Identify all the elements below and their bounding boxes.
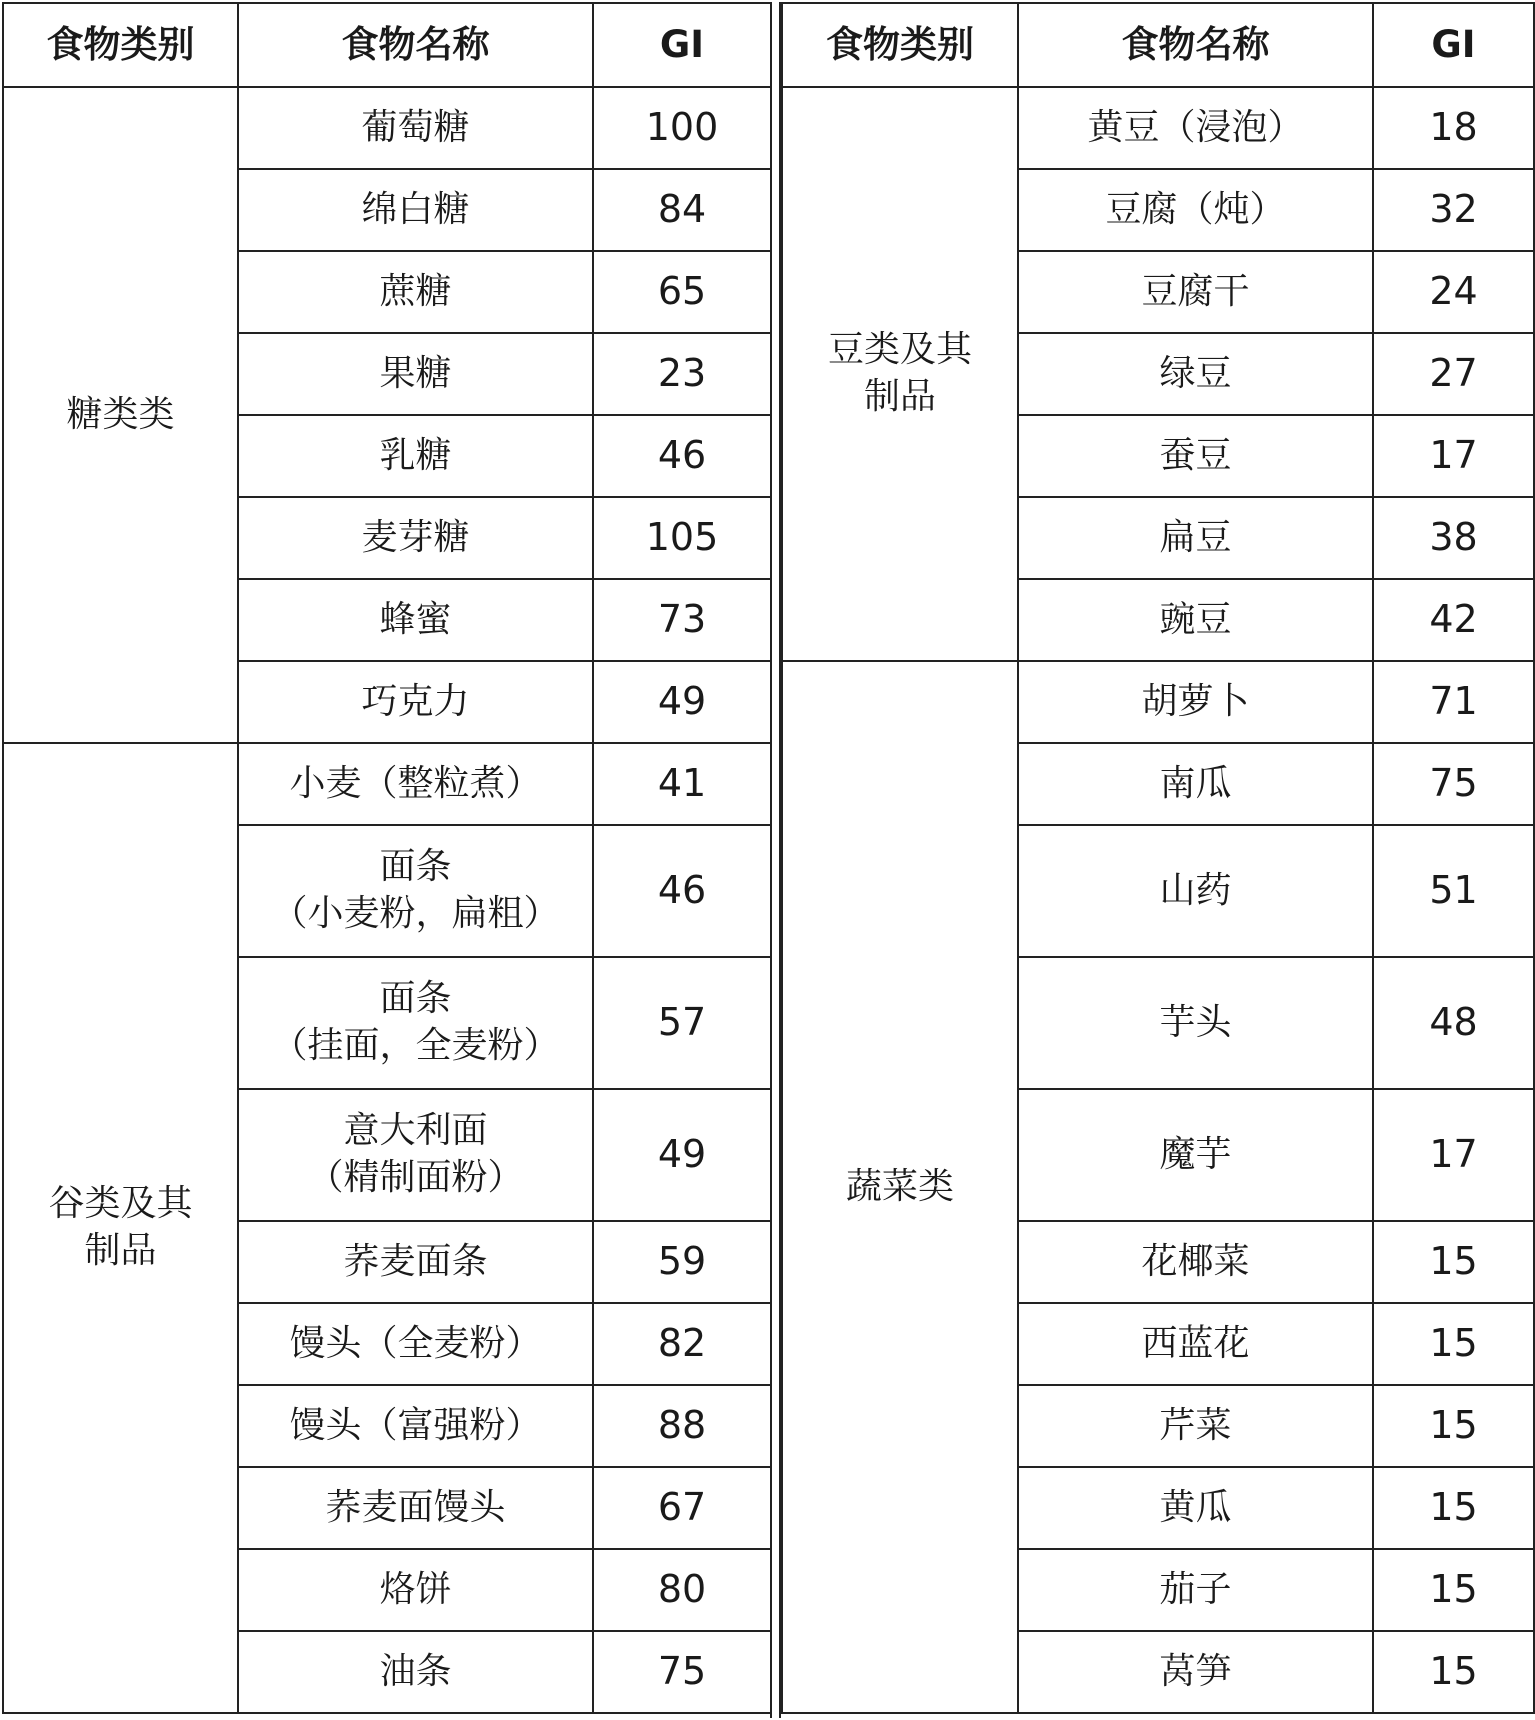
food-name-cell: 烙饼 — [238, 1549, 593, 1631]
food-name-cell: 果糖 — [238, 333, 593, 415]
gi-value-cell: 51 — [1373, 825, 1534, 957]
food-name-cell: 西蓝花 — [1018, 1303, 1373, 1385]
food-name-cell: 荞麦面条 — [238, 1221, 593, 1303]
gi-value-cell: 15 — [1373, 1467, 1534, 1549]
food-name-cell: 豆腐（炖） — [1018, 169, 1373, 251]
food-name-cell: 面条 （挂面，全麦粉） — [238, 957, 593, 1089]
left-gi-table — [2, 2, 772, 1714]
food-name-cell: 扁豆 — [1018, 497, 1373, 579]
food-name-cell: 黄豆（浸泡） — [1018, 87, 1373, 169]
gi-value-cell: 46 — [593, 825, 771, 957]
gi-value-cell: 23 — [593, 333, 771, 415]
gi-value-cell: 100 — [593, 87, 771, 169]
food-name-cell: 蜂蜜 — [238, 579, 593, 661]
food-name-cell: 小麦（整粒煮） — [238, 743, 593, 825]
gi-value-cell: 32 — [1373, 169, 1534, 251]
food-name-cell: 豌豆 — [1018, 579, 1373, 661]
header-gi: GI — [1373, 3, 1534, 87]
gi-value-cell: 84 — [593, 169, 771, 251]
gi-value-cell: 48 — [1373, 957, 1534, 1089]
category-cell: 糖类类 — [3, 87, 238, 743]
gi-value-cell: 71 — [1373, 661, 1534, 743]
food-name-cell: 绿豆 — [1018, 333, 1373, 415]
gi-value-cell: 105 — [593, 497, 771, 579]
category-cell: 谷类及其 制品 — [3, 743, 238, 1713]
food-name-cell: 豆腐干 — [1018, 251, 1373, 333]
food-name-cell: 绵白糖 — [238, 169, 593, 251]
table-divider — [770, 2, 781, 1718]
gi-value-cell: 82 — [593, 1303, 771, 1385]
food-name-cell: 莴笋 — [1018, 1631, 1373, 1713]
food-name-cell: 意大利面 （精制面粉） — [238, 1089, 593, 1221]
table-row — [3, 87, 771, 169]
gi-value-cell: 75 — [1373, 743, 1534, 825]
food-name-cell: 蔗糖 — [238, 251, 593, 333]
food-name-cell: 山药 — [1018, 825, 1373, 957]
right-gi-table — [781, 2, 1535, 1714]
header-name: 食物名称 — [1018, 3, 1373, 87]
gi-value-cell: 15 — [1373, 1303, 1534, 1385]
gi-value-cell: 18 — [1373, 87, 1534, 169]
gi-value-cell: 15 — [1373, 1631, 1534, 1713]
gi-value-cell: 15 — [1373, 1221, 1534, 1303]
gi-value-cell: 15 — [1373, 1549, 1534, 1631]
table-row — [782, 661, 1534, 743]
category-cell: 蔬菜类 — [782, 661, 1018, 1713]
gi-value-cell: 49 — [593, 1089, 771, 1221]
gi-value-cell: 15 — [1373, 1385, 1534, 1467]
gi-value-cell: 67 — [593, 1467, 771, 1549]
food-name-cell: 巧克力 — [238, 661, 593, 743]
gi-value-cell: 80 — [593, 1549, 771, 1631]
gi-value-cell: 42 — [1373, 579, 1534, 661]
food-name-cell: 南瓜 — [1018, 743, 1373, 825]
food-name-cell: 荞麦面馒头 — [238, 1467, 593, 1549]
gi-value-cell: 88 — [593, 1385, 771, 1467]
gi-value-cell: 49 — [593, 661, 771, 743]
header-gi: GI — [593, 3, 771, 87]
food-name-cell: 芹菜 — [1018, 1385, 1373, 1467]
gi-value-cell: 38 — [1373, 497, 1534, 579]
food-name-cell: 胡萝卜 — [1018, 661, 1373, 743]
gi-value-cell: 75 — [593, 1631, 771, 1713]
gi-value-cell: 46 — [593, 415, 771, 497]
food-name-cell: 麦芽糖 — [238, 497, 593, 579]
gi-value-cell: 73 — [593, 579, 771, 661]
gi-value-cell: 24 — [1373, 251, 1534, 333]
gi-value-cell: 65 — [593, 251, 771, 333]
food-name-cell: 葡萄糖 — [238, 87, 593, 169]
food-name-cell: 馒头（全麦粉） — [238, 1303, 593, 1385]
food-name-cell: 魔芋 — [1018, 1089, 1373, 1221]
food-name-cell: 茄子 — [1018, 1549, 1373, 1631]
header-category: 食物类别 — [782, 3, 1018, 87]
gi-value-cell: 17 — [1373, 415, 1534, 497]
gi-value-cell: 59 — [593, 1221, 771, 1303]
food-name-cell: 面条 （小麦粉，扁粗） — [238, 825, 593, 957]
food-name-cell: 油条 — [238, 1631, 593, 1713]
food-name-cell: 乳糖 — [238, 415, 593, 497]
gi-value-cell: 41 — [593, 743, 771, 825]
table-row — [3, 743, 771, 825]
food-name-cell: 黄瓜 — [1018, 1467, 1373, 1549]
header-category: 食物类别 — [3, 3, 238, 87]
table-row — [782, 87, 1534, 169]
header-row — [3, 3, 771, 87]
gi-value-cell: 17 — [1373, 1089, 1534, 1221]
category-cell: 豆类及其 制品 — [782, 87, 1018, 661]
header-row — [782, 3, 1534, 87]
gi-value-cell: 57 — [593, 957, 771, 1089]
gi-value-cell: 27 — [1373, 333, 1534, 415]
food-name-cell: 芋头 — [1018, 957, 1373, 1089]
header-name: 食物名称 — [238, 3, 593, 87]
food-name-cell: 蚕豆 — [1018, 415, 1373, 497]
food-name-cell: 馒头（富强粉） — [238, 1385, 593, 1467]
food-name-cell: 花椰菜 — [1018, 1221, 1373, 1303]
